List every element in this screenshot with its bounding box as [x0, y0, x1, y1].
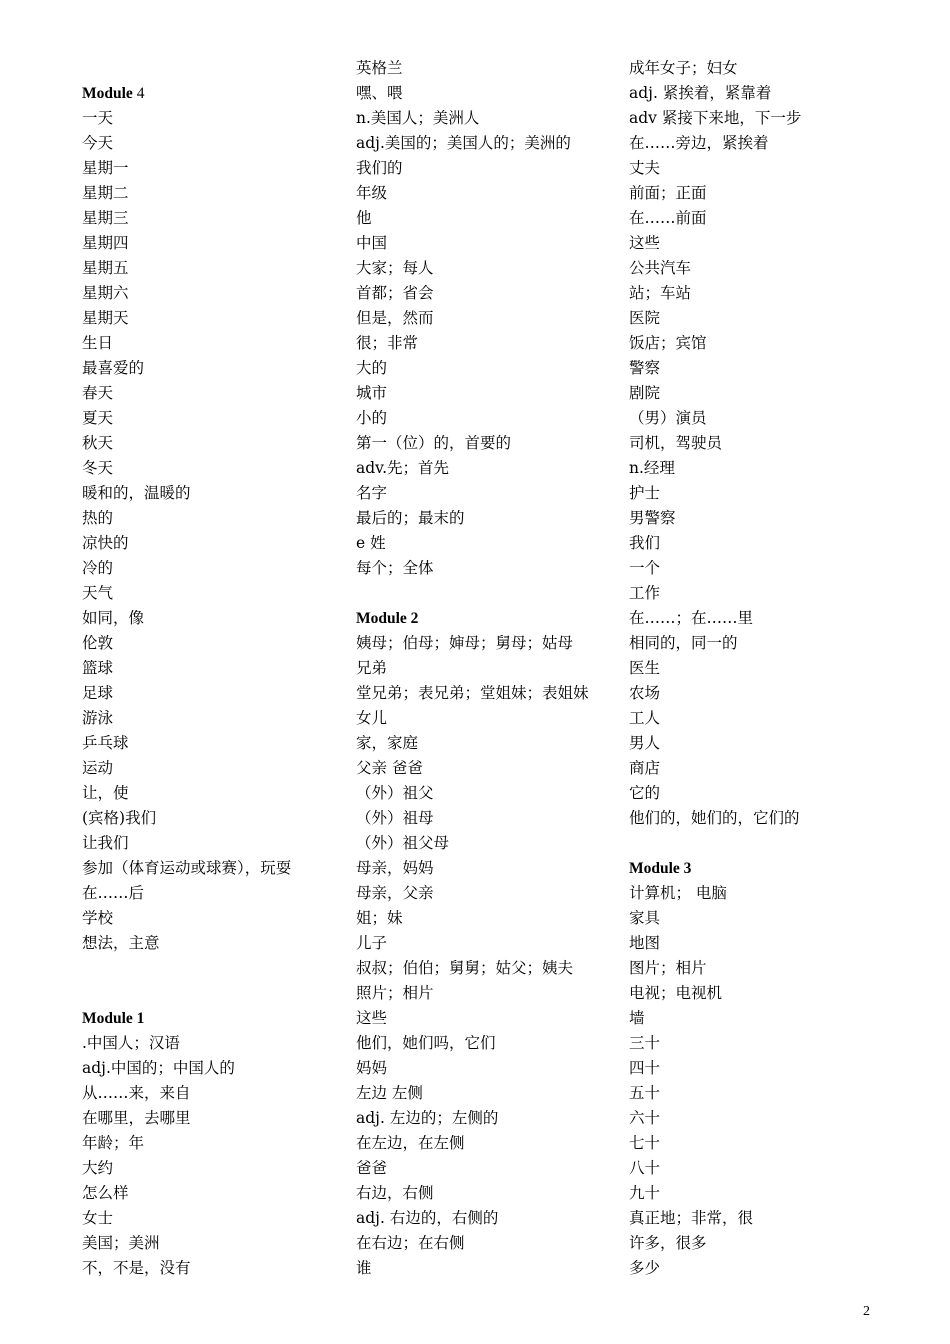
- vocab-entry: 年级: [356, 184, 388, 202]
- vocab-entry: 饭店；宾馆: [629, 334, 707, 352]
- vocab-entry: 母亲，妈妈: [356, 859, 434, 877]
- vocab-entry: adj.美国的；美国人的；美洲的: [356, 134, 571, 152]
- vocab-entry: 乒乓球: [82, 734, 129, 752]
- vocab-entry: 夏天: [82, 409, 114, 427]
- module-heading-label: Module 2: [356, 610, 419, 627]
- vocab-entry: 计算机； 电脑: [629, 884, 727, 902]
- vocab-entry: 很；非常: [356, 334, 419, 352]
- vocab-entry: 小的: [356, 409, 388, 427]
- module-heading: [629, 856, 889, 881]
- module-heading: [82, 1006, 332, 1031]
- vocab-entry: 这些: [629, 234, 661, 252]
- vocab-entry: 在……后: [82, 884, 145, 902]
- vocab-entry: 成年女子；妇女: [629, 59, 738, 77]
- vocab-entry: 秋天: [82, 434, 114, 452]
- vocab-entry: 男警察: [629, 509, 676, 527]
- vocab-entry: 图片；相片: [629, 959, 707, 977]
- vocab-entry: 它的: [629, 784, 661, 802]
- vocab-entry: .中国人；汉语: [82, 1034, 180, 1052]
- vocab-entry: 让我们: [82, 834, 129, 852]
- vocab-entry: 四十: [629, 1059, 661, 1077]
- vocab-entry: adj. 右边的，右侧的: [356, 1209, 499, 1227]
- vocab-entry: 父亲 爸爸: [356, 759, 423, 777]
- vocab-entry: 工作: [629, 584, 661, 602]
- vocab-entry: 最喜爱的: [82, 359, 145, 377]
- vocab-entry: 嘿、喂: [356, 84, 403, 102]
- module-heading: [356, 606, 606, 631]
- vocab-entry: 运动: [82, 759, 114, 777]
- vocab-entry: 让，使: [82, 784, 129, 802]
- vocab-entry: 姐；妹: [356, 909, 403, 927]
- vocab-entry: 城市: [356, 384, 388, 402]
- vocab-entry: 地图: [629, 934, 661, 952]
- vocab-entry: 足球: [82, 684, 114, 702]
- vocab-entry: (宾格)我们: [82, 809, 157, 827]
- vocab-entry: 伦敦: [82, 634, 114, 652]
- vocab-entry: 我们的: [356, 159, 403, 177]
- vocab-entry: 司机，驾驶员: [629, 434, 723, 452]
- vocab-entry: 农场: [629, 684, 661, 702]
- vocab-entry: 学校: [82, 909, 114, 927]
- vocab-entry: 暖和的，温暖的: [82, 484, 191, 502]
- vocab-entry: 冬天: [82, 459, 114, 477]
- vocab-entry: 前面；正面: [629, 184, 707, 202]
- vocab-entry: 想法，主意: [82, 934, 160, 952]
- blank-line: [356, 581, 606, 606]
- vocab-entry: 多少: [629, 1259, 661, 1277]
- blank-line: [82, 981, 332, 1006]
- vocab-entry: 墙: [629, 1009, 645, 1027]
- vocab-entry: 凉快的: [82, 534, 129, 552]
- blank-line: [629, 831, 889, 856]
- vocab-entry: 在右边；在右侧: [356, 1234, 465, 1252]
- vocab-entry: 三十: [629, 1034, 661, 1052]
- vocab-entry: n.美国人；美洲人: [356, 109, 480, 127]
- vocab-entry: 照片；相片: [356, 984, 434, 1002]
- vocab-entry: 一个: [629, 559, 661, 577]
- vocab-entry: 叔叔；伯伯；舅舅；姑父；姨夫: [356, 959, 574, 977]
- vocab-entry: 在……旁边，紧挨着: [629, 134, 769, 152]
- vocab-entry: 从……来，来自: [82, 1084, 191, 1102]
- vocab-entry: 在左边，在左侧: [356, 1134, 465, 1152]
- vocab-entry: 大约: [82, 1159, 114, 1177]
- vocab-entry: 但是，然而: [356, 309, 434, 327]
- column-1: [82, 56, 332, 1281]
- vocab-entry: 不，不是，没有: [82, 1259, 191, 1277]
- vocab-entry: 星期五: [82, 259, 129, 277]
- vocab-entry: 他: [356, 209, 372, 227]
- vocab-entry: 左边 左侧: [356, 1084, 423, 1102]
- vocab-entry: 星期天: [82, 309, 129, 327]
- vocab-entry: 五十: [629, 1084, 661, 1102]
- vocab-entry: 大的: [356, 359, 388, 377]
- vocab-entry: 怎么样: [82, 1184, 129, 1202]
- vocab-entry: 星期六: [82, 284, 129, 302]
- vocab-entry: 护士: [629, 484, 661, 502]
- vocab-entry: 英格兰: [356, 59, 403, 77]
- vocab-entry: 医院: [629, 309, 661, 327]
- vocab-entry: 他们的，她们的，它们的: [629, 809, 800, 827]
- vocab-entry: 我们: [629, 534, 661, 552]
- vocab-entry: 商店: [629, 759, 661, 777]
- vocab-entry: 丈夫: [629, 159, 661, 177]
- vocab-entry: 相同的，同一的: [629, 634, 738, 652]
- vocab-entry: 家，家庭: [356, 734, 419, 752]
- vocab-entry: 这些: [356, 1009, 388, 1027]
- module-heading-label: Module 1: [82, 1010, 145, 1027]
- vocab-entry: 星期四: [82, 234, 129, 252]
- vocab-entry: 今天: [82, 134, 114, 152]
- vocab-entry: 第一（位）的，首要的: [356, 434, 512, 452]
- vocab-entry: （外）祖母: [356, 809, 434, 827]
- vocab-entry: 妈妈: [356, 1059, 388, 1077]
- vocab-entry: 名字: [356, 484, 388, 502]
- module-heading: [82, 81, 332, 106]
- vocab-entry: 母亲，父亲: [356, 884, 434, 902]
- vocab-entry: adj. 左边的；左侧的: [356, 1109, 499, 1127]
- vocab-entry: （外）祖父母: [356, 834, 450, 852]
- vocab-entry: 姨母；伯母；婶母；舅母；姑母: [356, 634, 574, 652]
- vocab-entry: e 姓: [356, 534, 386, 552]
- module-heading-label: Module 3: [629, 860, 692, 877]
- vocab-entry: 春天: [82, 384, 114, 402]
- vocab-entry: （男）演员: [629, 409, 707, 427]
- vocab-entry: 他们，她们吗，它们: [356, 1034, 496, 1052]
- vocab-entry: 兄弟: [356, 659, 388, 677]
- vocab-entry: 站；车站: [629, 284, 692, 302]
- vocab-entry: 美国；美洲: [82, 1234, 160, 1252]
- vocab-entry: 在……；在……里: [629, 609, 754, 627]
- vocab-entry: 公共汽车: [629, 259, 692, 277]
- vocab-entry: adv.先；首先: [356, 459, 450, 477]
- vocab-entry: adj.中国的；中国人的: [82, 1059, 235, 1077]
- vocab-entry: 警察: [629, 359, 661, 377]
- vocab-entry: 每个；全体: [356, 559, 434, 577]
- vocab-entry: 电视；电视机: [629, 984, 723, 1002]
- vocab-entry: 男人: [629, 734, 661, 752]
- vocab-entry: 篮球: [82, 659, 114, 677]
- vocab-entry: （外）祖父: [356, 784, 434, 802]
- vocab-entry: 星期三: [82, 209, 129, 227]
- column-2: [356, 56, 606, 1281]
- vocab-entry: 爸爸: [356, 1159, 388, 1177]
- vocab-entry: n.经理: [629, 459, 675, 477]
- vocab-entry: 许多，很多: [629, 1234, 707, 1252]
- vocab-entry: 九十: [629, 1184, 661, 1202]
- vocab-entry: 大家；每人: [356, 259, 434, 277]
- vocab-entry: 真正地；非常，很: [629, 1209, 754, 1227]
- vocab-entry: 在哪里，去哪里: [82, 1109, 191, 1127]
- vocab-entry: 首都；省会: [356, 284, 434, 302]
- vocab-entry: 星期一: [82, 159, 129, 177]
- vocab-entry: 八十: [629, 1159, 661, 1177]
- vocab-entry: 儿子: [356, 934, 388, 952]
- vocab-entry: 女士: [82, 1209, 114, 1227]
- vocab-entry: 参加（体育运动或球赛），玩耍: [82, 859, 292, 877]
- vocab-entry: 六十: [629, 1109, 661, 1127]
- vocab-entry: 在……前面: [629, 209, 707, 227]
- vocab-entry: 如同，像: [82, 609, 145, 627]
- vocab-entry: 天气: [82, 584, 114, 602]
- vocab-entry: 七十: [629, 1134, 661, 1152]
- vocab-entry: 家具: [629, 909, 661, 927]
- vocab-entry: 生日: [82, 334, 114, 352]
- vocab-entry: adj. 紧挨着，紧靠着: [629, 84, 772, 102]
- module-heading-number: 4: [132, 85, 145, 102]
- vocab-entry: 一天: [82, 109, 114, 127]
- vocab-entry: 游泳: [82, 709, 114, 727]
- vocab-entry: 谁: [356, 1259, 372, 1277]
- column-3: [629, 56, 889, 1281]
- module-heading-label: Module: [82, 85, 133, 102]
- vocab-entry: 右边，右侧: [356, 1184, 434, 1202]
- blank-line: [82, 956, 332, 981]
- vocab-entry: 热的: [82, 509, 114, 527]
- vocab-entry: 剧院: [629, 384, 661, 402]
- vocab-entry: 最后的；最末的: [356, 509, 465, 527]
- vocab-entry: 冷的: [82, 559, 114, 577]
- vocab-entry: 堂兄弟；表兄弟；堂姐妹；表姐妹: [356, 684, 589, 702]
- page-number: 2: [863, 1304, 870, 1319]
- vocab-entry: 中国: [356, 234, 388, 252]
- vocab-entry: 星期二: [82, 184, 129, 202]
- vocab-entry: 医生: [629, 659, 661, 677]
- vocab-entry: 年龄；年: [82, 1134, 145, 1152]
- blank-line: [82, 56, 332, 81]
- vocab-entry: adv 紧接下来地，下一步: [629, 109, 802, 127]
- vocab-entry: 工人: [629, 709, 661, 727]
- vocab-entry: 女儿: [356, 709, 388, 727]
